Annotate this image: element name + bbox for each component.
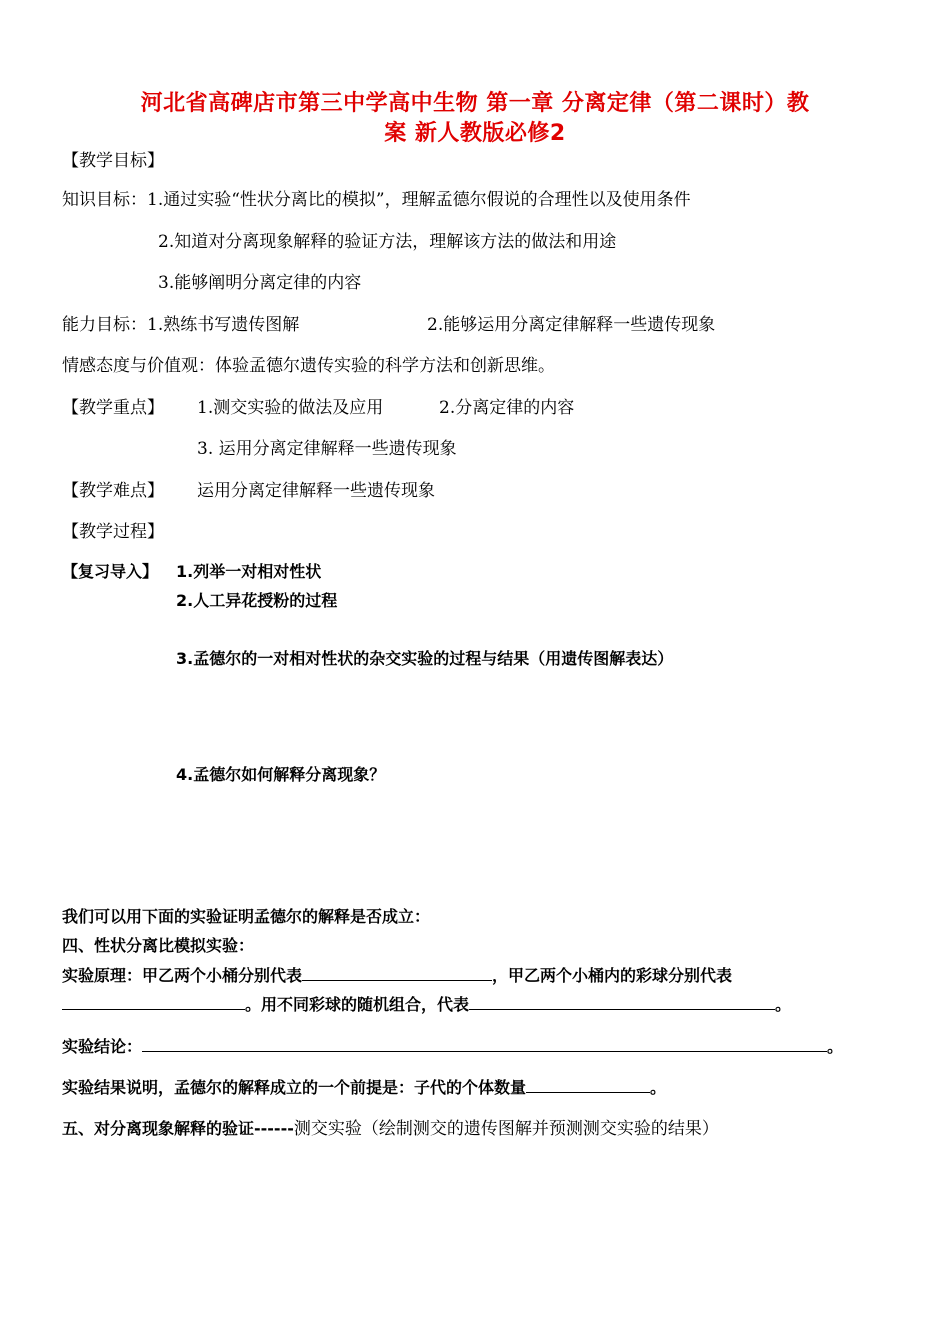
review-question-3: 3.孟德尔的一对相对性状的杂交实验的过程与结果（用遗传图解表达） — [176, 649, 674, 668]
knowledge-objective-1 — [62, 185, 691, 210]
objectives-header: 【教学目标】 — [62, 151, 164, 171]
principle-text-a: 实验原理：甲乙两个小桶分别代表 — [62, 966, 303, 985]
process-header: 【教学过程】 — [62, 522, 164, 542]
ability-objective-2: 2.能够运用分离定律解释一些遗传现象 — [427, 315, 716, 335]
ability-objective-1: 1.熟练书写遗传图解 — [147, 315, 300, 335]
review-question-4: 4.孟德尔如何解释分离现象？ — [176, 765, 386, 784]
key-point-2: 2.分离定律的内容 — [439, 398, 575, 418]
section-4-heading: 四、性状分离比模拟实验： — [62, 936, 255, 955]
experiment-intro: 我们可以用下面的实验证明孟德尔的解释是否成立： — [62, 907, 431, 926]
ability-objective-label: 能力目标： — [62, 315, 147, 335]
experiment-principle-line-2 — [62, 991, 791, 1015]
knowledge-objective-3: 3.能够阐明分离定律的内容 — [158, 273, 362, 293]
section-5-heading — [62, 1114, 719, 1139]
conclusion-label: 实验结论： — [62, 1037, 143, 1056]
difficulty-header: 【教学难点】 — [62, 481, 164, 501]
section-5-bold-text: 五、对分离现象解释的验证------ — [62, 1119, 294, 1138]
principle-period: 。 — [775, 995, 792, 1014]
review-question-2: 2.人工异花授粉的过程 — [176, 591, 338, 610]
difficulty-text: 运用分离定律解释一些遗传现象 — [197, 481, 435, 501]
key-point-3: 3. 运用分离定律解释一些遗传现象 — [197, 439, 457, 459]
review-question-1: 1.列举一对相对性状 — [176, 562, 322, 581]
experiment-principle-line-1 — [62, 962, 732, 986]
knowledge-objective-label: 知识目标： — [62, 190, 147, 210]
key-points-header: 【教学重点】 — [62, 398, 164, 418]
result-period: 。 — [650, 1078, 667, 1097]
key-point-1: 1.测交实验的做法及应用 — [197, 398, 384, 418]
knowledge-objective-1-text: 1.通过实验“性状分离比的模拟”，理解孟德尔假说的合理性以及使用条件 — [147, 190, 691, 210]
emotion-objective: 情感态度与价值观：体验孟德尔遗传实验的科学方法和创新思维。 — [62, 356, 555, 376]
section-5-plain-text: 测交实验（绘制测交的遗传图解并预测测交实验的结果） — [293, 1119, 719, 1139]
experiment-result — [62, 1074, 666, 1098]
blank-balls-represent[interactable] — [62, 991, 245, 1010]
ability-objective — [62, 310, 299, 335]
principle-text-b: ，甲乙两个小桶内的彩球分别代表 — [492, 966, 733, 985]
principle-text-c: 。用不同彩球的随机组合，代表 — [245, 995, 470, 1014]
blank-offspring-count[interactable] — [526, 1074, 650, 1093]
review-header: 【复习导入】 — [62, 562, 159, 581]
document-title-line-2: 案 新人教版必修2 — [384, 121, 566, 146]
document-title-line-1: 河北省高碑店市第三中学高中生物 第一章 分离定律（第二课时）教 — [140, 91, 810, 116]
result-text: 实验结果说明，孟德尔的解释成立的一个前提是：子代的个体数量 — [62, 1078, 527, 1097]
knowledge-objective-2: 2.知道对分离现象解释的验证方法，理解该方法的做法和用途 — [158, 232, 617, 252]
blank-conclusion[interactable] — [142, 1033, 827, 1052]
blank-bucket-represents[interactable] — [302, 962, 492, 981]
experiment-conclusion — [62, 1033, 843, 1057]
conclusion-period: 。 — [827, 1037, 844, 1056]
blank-random-combination[interactable] — [469, 991, 775, 1010]
